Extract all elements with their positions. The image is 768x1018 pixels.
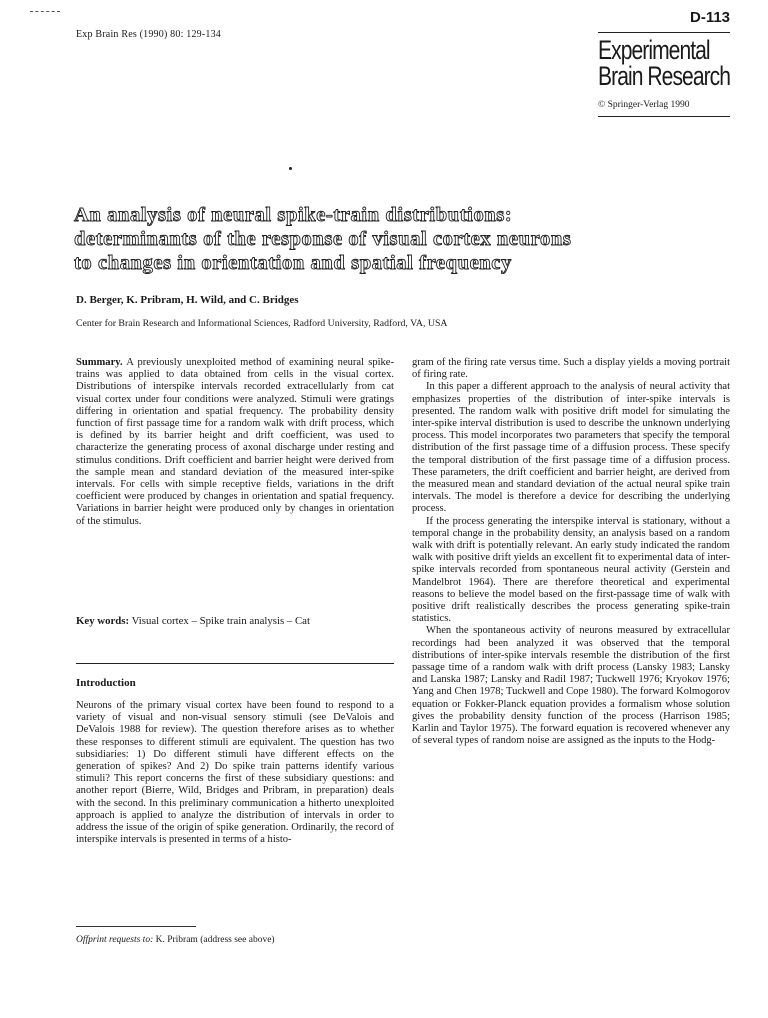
journal-masthead [598,37,730,89]
introduction-text: Neurons of the primary visual cortex have been found to respond to a variety of visual and non-visual sensory stimuli (see DeValois and DeValois 1988 for review). The question therefore arises as to whether these responses to different stimuli are equivalent. The question has two subsidiaries: 1) Do different stimuli have different effects on the generation of spikes? And 2) Do spike train patterns identify various stimuli? This report concerns the first of these subsidiary questions: and another report (Bierre, Wild, Bridges and Pribram, in preparation) deals with the second. In this preliminary communication a hitherto unexploited approach is applied to analyze the distribution of intervals in order to address the issue of the origin of spike generation. Ordinarily, the record of interspike intervals is presented in terms of a histo- [76,700,394,846]
keywords-text: Visual cortex – Spike train analysis – Cat [131,615,310,627]
summary-paragraph [76,357,394,528]
masthead-line-1: Experimental [598,35,710,65]
scan-dot [289,167,292,170]
scan-mark [30,11,60,14]
masthead-rule-top [598,32,730,33]
journal-reference: Exp Brain Res (1990) 80: 129-134 [76,29,221,40]
title-line-1: An analysis of neural spike-train distributions: [74,204,513,226]
section-divider [76,663,394,664]
article-title [74,203,684,275]
right-column [412,357,730,748]
right-paragraph-4: When the spontaneous activity of neurons measured by extracellular recordings had been analyzed it was observed that the temporal distributions of inter-spike intervals resemble the distribution of the first passage time of a random walk with drift process (Lansky 1983; Lansky and Lanska 1987; Lansky and Radil 1987; Tuckwell 1976; Kryokov 1976; Yang and Chen 1978; Tuckwell and Cope 1980). The forward Kolmogorov equation or Fokker-Planck equation provides a formalism whose solution gives the probability density function of the process (Harrison 1985; Karlin and Taylor 1975). The forward equation is recovered whenever any of several types of random noise are assigned as the inputs to the Hodg- [412,625,730,747]
masthead-rule-bottom [598,116,730,117]
masthead-line-2: Brain Research [598,61,731,91]
affiliation: Center for Brain Research and Informational Sciences, Radford University, Radford, VA, USA [76,318,448,329]
footnote-text: K. Pribram (address see above) [155,935,275,945]
right-paragraph-3: If the process generating the interspike interval is stationary, without a temporal change in the probability density, an analysis based on a random walk with drift is potentially relevant. An early study indicated the random walk with positive drift yields an excellent fit to experimental data of inter-spike intervals recorded from spontaneous neural activity (Gerstein and Mandelbrot 1964). There are therefore theoretical and experimental reasons to believe the model based on the first-passage time of walk with positive drift realistically describes the process generating spike-train statistics. [412,515,730,625]
summary-label: Summary. [76,357,123,368]
keywords-label: Key words: [76,615,130,627]
footnote [76,935,275,945]
summary-text: A previously unexploited method of examining neural spike-trains was applied to data obtained from cells in the visual cortex. Distributions of interspike intervals recorded extracellularly from cat visual cortex under four conditions were analyzed. Stimuli were gratings differing in orientation and spatial frequency. The probability density function of first passage time for a random walk with drift process, which is defined by its barrier height and drift coefficient, was used to characterize the generating process of axonal discharge under resting and stimulus conditions. Drift coefficient and barrier height were derived from the sample mean and standard deviation of the measured inter-spike intervals. For cells with simple receptive fields, variations in the drift coefficient were produced by changes in orientation and spatial frequency. Variations in barrier height were produced only by changes in orientation of the stimulus. [76,357,394,527]
right-paragraph-1: gram of the firing rate versus time. Such a display yields a moving portrait of firing rate. [412,357,730,381]
title-line-3: to changes in orientation and spatial frequency [74,252,512,274]
section-heading-introduction: Introduction [76,677,136,689]
title-line-2: determinants of the response of visual cortex neurons [74,228,572,250]
right-paragraph-2: In this paper a different approach to the analysis of neural activity that emphasizes properties of the distribution of inter-spike intervals is presented. The random walk with positive drift model for simulating the inter-spike interval distribution is used to describe the unknown underlying process. This model incorporates two parameters that specify the temporal distribution of the first passage time of a diffusion process. These specify the temporal distribution of the first passage time of a diffusion process. These parameters, the drift coefficient and barrier height, are derived from the measured mean and standard deviation of the actual neural spike train intervals. The model is therefore a device for describing the underlying process. [412,381,730,515]
keywords [76,615,310,627]
footnote-label: Offprint requests to: [76,935,154,945]
introduction-paragraph [76,700,394,846]
archive-code: D-113 [690,9,731,26]
footnote-rule [76,926,196,927]
copyright-notice: © Springer-Verlag 1990 [598,100,690,110]
author-list: D. Berger, K. Pribram, H. Wild, and C. Bridges [76,294,299,306]
